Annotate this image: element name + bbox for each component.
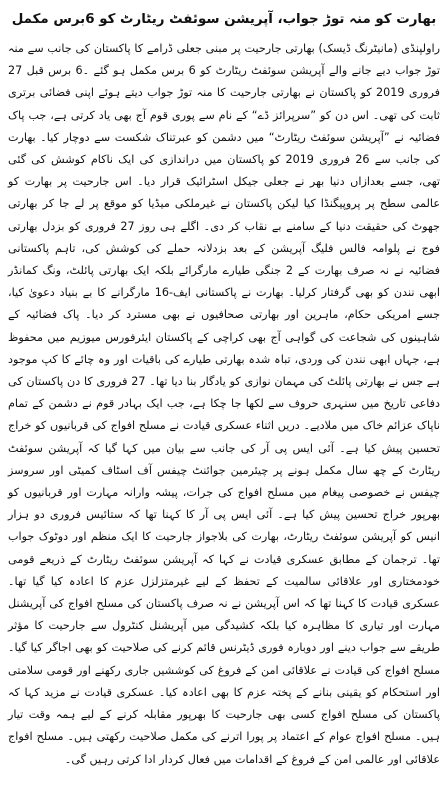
article-headline: بھارت کو منہ توڑ جواب، آپریشن سوئفٹ ریٹارٹ کو 6برس مکمل xyxy=(11,12,437,27)
article-paragraph: راولپنڈی (مانیٹرنگ ڈیسک) بھارتی جارحیت پر مبنی جعلی ڈرامے کا پاکستان کی جانب سے منہ توڑ جواب دیے جانے والے آپریشن سوئفٹ ریٹارٹ کو 6 برس مکمل ہو گئے ۔6 برس قبل 27 فروری 2019 کو پاکستان نے بھارتی جارحیت کا منہ توڑ جواب دیتے ہوئے اپنی فضائی برتری ثابت کی تھی۔ اس دن کو ”سرپرائز ڈے“ کے نام سے پوری قوم آج بھی یاد کرتی ہے، جب پاک فضائیہ نے ”آپریشن سوئفٹ ریٹارٹ“ میں دشمن کو عبرتناک شکست سے دوچار کیا۔ بھارت کی جانب سے 26 فروری 2019 کو پاکستان میں دراندازی کی ایک ناکام کوشش کی گئی تھی، جسے بعدازاں دنیا بھر نے جعلی جیکل اسٹرائیک قرار دیا۔ اس جارحیت پر بھارت کو عالمی سطح پر پروپیگنڈا کیا لیکن پاکستان نے غیرملکی میڈیا کو موقع پر لے جا کر بھارتی جھوٹ کی حقیقت دنیا کے سامنے بے نقاب کر دی۔ اگلے ہی روز 27 فروری کو بزدل بھارتی فوج نے پلوامہ فالس فلیگ آپریشن کے بعد بزدلانہ حملے کی کوشش کی، تاہم پاکستانی فضائیہ نے نہ صرف بھارت کے 2 جنگی طیارے مارگرائے بلکہ ایک بھارتی پائلٹ، ونگ کمانڈر ابھی نندن کو بھی گرفتار کرلیا۔ بھارت نے پاکستانی ایف-16 مارگرانے کا بے بنیاد دعویٰ کیا، جسے امریکی حکام، ماہرین اور بھارتی صحافیوں نے بھی مسترد کر دیا۔ پاک فضائیہ کے شاہینوں کی شجاعت کی گواہی آج بھی کراچی کے پاکستان ایئرفورس میوزیم میں محفوظ ہے، جہاں ابھی نندن کی وردی، تباہ شدہ بھارتی طیارے کی باقیات اور وہ چائے کا کپ موجود ہے جس نے بھارتی پائلٹ کی مہمان نوازی کو یادگار بنا دیا تھا۔ 27 فروری کا دن پاکستان کی دفاعی تاریخ میں سنہری حروف سے لکھا جا چکا ہے، جب ایک بہادر قوم نے دشمن کے تمام ناپاک عزائم خاک میں ملادیے۔ دریں اثناء عسکری قیادت نے مسلح افواج کی قربانیوں کو خراج تحسین پیش کیا ہے۔ آئی ایس پی آر کی جانب سے بیان میں کہا گیا کہ آپریشن سوئفٹ ریٹارٹ کے چھ سال مکمل ہونے پر چیئرمین جوائنٹ چیفس آف اسٹاف کمیٹی اور سروسز چیفس نے خصوصی پیغام میں مسلح افواج کی جرات، پیشہ وارانہ مہارت اور قربانیوں کو بھرپور خراج تحسین پیش کیا ہے۔ آئی ایس پی آر کا کہنا تھا کہ ستائیس فروری دو ہزار انیس کو آپریشن سوئفٹ ریٹارٹ، بھارت کی بلاجواز جارحیت کا ایک منظم اور دوٹوک جواب تھا۔ ترجمان کے مطابق عسکری قیادت نے کہا کہ آپریشن سوئفٹ ریٹارٹ کے ذریعے قومی خودمختاری اور علاقائی سالمیت کے تحفظ کے لیے غیرمتزلزل عزم کا اعادہ کیا گیا تھا۔ عسکری قیادت کا کہنا تھا کہ اس آپریشن نے نہ صرف پاکستان کی مسلح افواج کی آپریشنل مہارت اور تیاری کا مظاہرہ کیا بلکہ کشیدگی میں آپریشنل کنٹرول سے جارحیت کا مؤثر طریقے سے جواب دینے اور دوبارہ فوری ڈیٹرنس قائم کرنے کی صلاحیت کو بھی اجاگر کیا گیا۔ مسلح افواج کی قیادت نے علاقائی امن کے فروغ کی کوششیں جاری رکھنے اور قومی سلامتی اور استحکام کو یقینی بنانے کے پختہ عزم کا بھی اعادہ کیا۔ عسکری قیادت نے مزید کہا کہ پاکستان کی مسلح افواج کسی بھی جارحیت کا بھرپور مقابلہ کرنے کے لیے ہمہ وقت تیار ہیں۔ مسلح افواج عوام کے اعتماد پر پورا اترنے کی مکمل صلاحیت رکھتی ہیں۔ مسلح افواج علاقائی اور عالمی امن کے فروغ کے اقدامات میں فعال کردار ادا کرتی رہیں گی۔ xyxy=(8,42,441,766)
article-body xyxy=(8,38,440,771)
